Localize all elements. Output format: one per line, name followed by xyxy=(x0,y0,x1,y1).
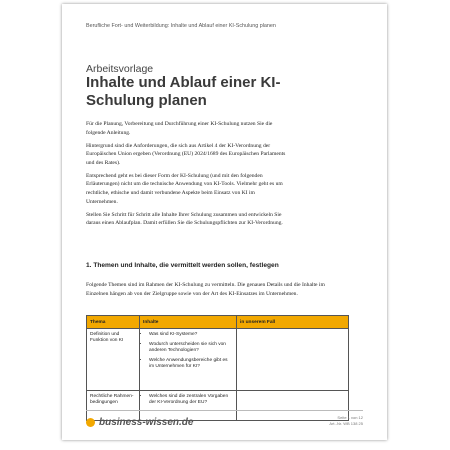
page-number: Seite 1 von 12 xyxy=(337,415,363,420)
list-item: • Welches sind die zentralen Vorgaben der KI-Verordnung der EU? xyxy=(149,394,233,406)
page-meta xyxy=(329,415,363,427)
logo-text: business-wissen.de xyxy=(99,417,194,428)
table-header-row xyxy=(87,316,349,329)
table-cell-topic: Rechtliche Rahmen-bedingungen xyxy=(87,391,140,421)
document-page xyxy=(62,4,387,440)
table-cell-own-case[interactable] xyxy=(237,329,349,391)
intro-text xyxy=(86,120,286,232)
table-cell-contents xyxy=(140,329,237,391)
table-row xyxy=(87,329,349,391)
paragraph: Stellen Sie Schritt für Schritt alle Inhalte Ihrer Schulung zusammen und entwickeln Sie daraus einen Ablaufplan. Damit erfüllen Sie die Schulungspflichten zur KI-Verordnung. xyxy=(86,211,283,227)
column-header-thema: Thema xyxy=(87,316,140,329)
document-subtitle: Arbeitsvorlage xyxy=(86,63,154,75)
table-cell-contents xyxy=(140,391,237,421)
paragraph: Hintergrund sind die Anforderungen, die sich aus Artikel 4 der KI-Verordnung der Europäischen Union ergeben (Verordnung (EU) 2024/1689 des Europäischen Parlaments und des Rates). xyxy=(86,142,286,166)
list-item: • Wodurch unterscheiden sie sich von anderen Technologien? xyxy=(149,342,233,354)
logo-dot-icon xyxy=(86,418,95,427)
list-item: • Welche Anwendungsbereiche gibt es im Unternehmen für KI? xyxy=(149,358,233,370)
section-text: Folgende Themen sind im Rahmen der KI-Schulung zu vermitteln. Die genauen Details und die Inhalte im Einzelnen hängen ab von der Zielgruppe sowie von der Art des KI-Einsatzes im Unternehmen. xyxy=(86,282,325,297)
column-header-inhalte: Inhalte xyxy=(140,316,237,329)
list-item: • Was sind KI-Systeme? xyxy=(149,332,233,338)
column-header-in-unserem-fall: in unserem Fall xyxy=(237,316,349,329)
topics-table xyxy=(86,315,349,421)
article-number: Art.-Nr. WB 138 25 xyxy=(329,421,363,426)
brand-logo xyxy=(86,417,193,428)
document-header: Berufliche Fort- und Weiterbildung: Inhalte und Ablauf einer KI-Schulung planen xyxy=(86,23,276,29)
section-heading: 1. Themen und Inhalte, die vermittelt werden sollen, festlegen xyxy=(86,262,279,269)
document-title: Inhalte und Ablauf einer KI-Schulung planen xyxy=(86,74,281,109)
contents-list xyxy=(143,394,233,406)
table-cell-topic: Definition und Funktion von KI xyxy=(87,329,140,391)
table-row xyxy=(87,391,349,421)
paragraph: Für die Planung, Vorbereitung und Durchführung einer KI-Schulung nutzen Sie die folgende Anleitung. xyxy=(86,121,273,136)
footer-divider xyxy=(86,410,363,411)
paragraph: Entsprechend geht es bei dieser Form der KI-Schulung (und mit den folgenden Erläuterungen) nicht um die technische Anwendung von KI-Tools. Vielmehr geht es um rechtliche, ethische und damit verbundene Aspekte beim Einsatz von KI im Unternehmen. xyxy=(86,172,283,205)
contents-list xyxy=(143,332,233,370)
